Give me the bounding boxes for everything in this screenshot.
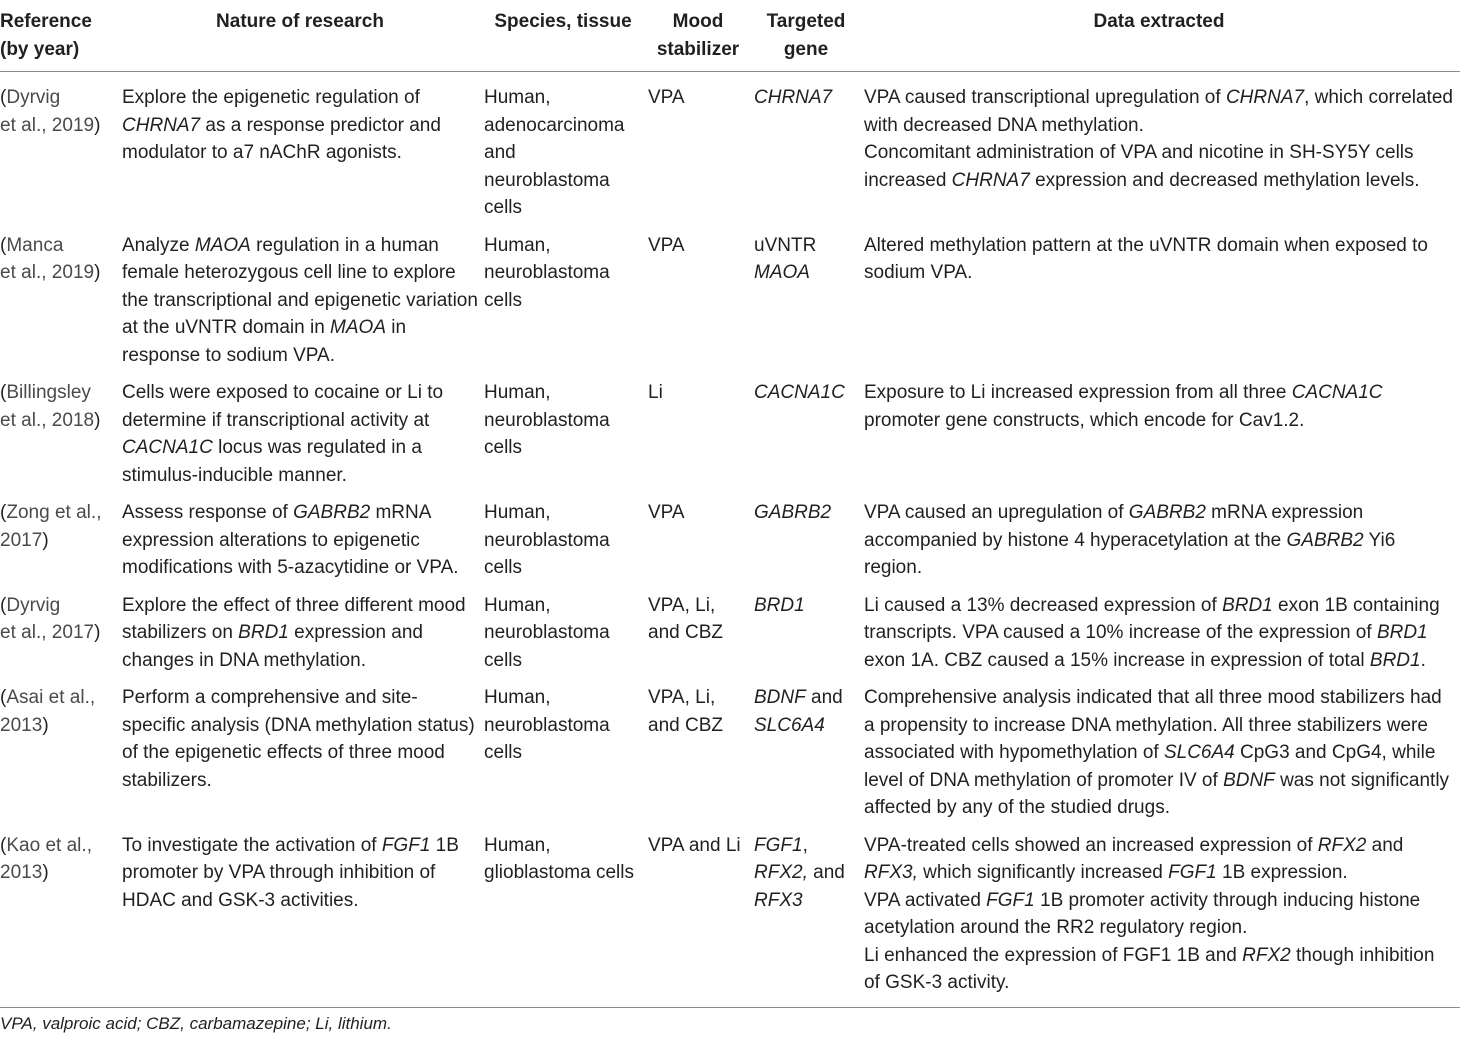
text-segment: though inhibition of GSK-3 activity.: [864, 944, 1435, 993]
cell-species-tissue: Human, glioblastoma cells: [484, 822, 648, 1008]
reference-line: (Manca: [0, 234, 64, 256]
text-segment: promoter gene constructs, which encode for Cav1.2.: [864, 409, 1305, 431]
text-segment: CpG3 and CpG4, while level of DNA methylation of promoter IV of: [864, 742, 1436, 791]
gene-name: SLC6A4: [1163, 742, 1235, 763]
text-segment: Comprehensive analysis indicated that all three mood stabilizers had a propensity to increase DNA methylation. All three stabilizers were associated with hypomethylation of: [864, 687, 1442, 763]
cell-targeted-gene: [754, 489, 864, 582]
table-row: [0, 674, 1460, 822]
gene-name: MAOA: [330, 317, 386, 338]
table-footnote: VPA, valproic acid; CBZ, carbamazepine; Li, lithium.: [0, 1014, 392, 1033]
gene-name: CACNA1C: [122, 437, 213, 458]
text-segment: 1B promoter activity through inducing histone acetylation around the RR2 regulatory region.: [864, 889, 1421, 938]
cell-reference: [0, 582, 122, 675]
text-segment: VPA caused transcriptional upregulation of: [864, 87, 1226, 108]
text-segment: .: [1420, 649, 1426, 671]
text-segment: expression and decreased methylation levels.: [1029, 169, 1420, 191]
text-segment: VPA activated: [864, 889, 987, 911]
cell-species-tissue: Human, neuroblastoma cells: [484, 382, 610, 458]
gene-name: BDNF: [1223, 769, 1275, 791]
cell-targeted-gene: [754, 582, 864, 675]
text-segment: in response to sodium VPA.: [122, 317, 407, 366]
reference-line: 2017): [0, 529, 49, 551]
gene-name: FGF1: [754, 834, 803, 856]
cell-nature-of-research: [122, 822, 484, 1008]
table-body: [0, 72, 1460, 1008]
reference-line: (Kao et al.,: [0, 834, 92, 856]
cell-reference: [0, 489, 122, 582]
text-segment: Exposure to Li increased expression from all three: [864, 382, 1292, 403]
cell-data-extracted: [864, 222, 1460, 370]
text-segment: mRNA expression alterations to epigenetic modifications with 5-azacytidine or VPA.: [122, 502, 459, 578]
cell-targeted-gene: [754, 822, 864, 1008]
data-paragraph: [864, 232, 1454, 287]
reference-line: 2013): [0, 862, 49, 883]
reference-line: et al., 2019): [0, 262, 101, 283]
data-paragraph: [864, 592, 1454, 675]
text-segment: and: [805, 687, 843, 708]
cell-nature-of-research: [122, 674, 484, 822]
gene-name: BRD1: [1222, 594, 1273, 616]
text-segment: Altered methylation pattern at the uVNTR domain when exposed to sodium VPA.: [864, 234, 1428, 283]
text-segment: which significantly increased: [917, 862, 1169, 883]
cell-nature-of-research: [122, 489, 484, 582]
text-segment: Cells were exposed to cocaine or Li to determine if transcriptional activity at: [122, 382, 444, 431]
table-row: [0, 489, 1460, 582]
text-segment: Perform a comprehensive and site-specific analysis (DNA methylation status) of the epigenetic effects of three mood stabilizers.: [122, 687, 475, 791]
cell-reference: [0, 72, 122, 222]
mood-stabilizer-table: [0, 8, 1460, 1008]
text-segment: exon 1B containing transcripts. VPA caused a 10% increase of the expression of: [864, 594, 1440, 643]
gene-name: RFX3,: [864, 862, 918, 883]
gene-name: GABRB2: [1128, 502, 1206, 523]
cell-targeted-gene: [754, 72, 864, 222]
header-nature: Nature of research: [122, 8, 484, 72]
cell-data-extracted: [864, 582, 1460, 675]
cell-mood-stabilizer: Li: [648, 382, 663, 403]
header-reference: Reference (by year): [0, 8, 122, 72]
text-segment: 1B expression.: [1216, 862, 1348, 883]
cell-data-extracted: [864, 674, 1460, 822]
text-segment: and: [1366, 834, 1404, 856]
reference-line: (Dyrvig: [0, 594, 61, 616]
cell-species-tissue: Human, neuroblastoma cells: [484, 502, 610, 578]
gene-name: FGF1: [1168, 862, 1217, 883]
reference-line: (Dyrvig: [0, 87, 61, 108]
text-segment: uVNTR: [754, 234, 817, 256]
text-segment: To investigate the activation of: [122, 834, 382, 856]
gene-name: SLC6A4: [754, 714, 825, 736]
gene-name: RFX2,: [754, 862, 808, 883]
cell-data-extracted: [864, 489, 1460, 582]
gene-name: GABRB2: [754, 502, 832, 523]
cell-nature-of-research: [122, 72, 484, 222]
text-segment: , which correlated with decreased DNA methylation.: [864, 87, 1453, 136]
cell-species-tissue: Human, neuroblastoma cells: [484, 234, 610, 311]
gene-name: RFX3: [754, 889, 803, 911]
reference-line: et al., 2018): [0, 409, 101, 431]
gene-name: GABRB2: [293, 502, 371, 523]
gene-name: BRD1: [1369, 649, 1421, 671]
table-row: [0, 222, 1460, 370]
text-segment: and: [807, 862, 845, 883]
gene-name: CHRNA7: [754, 87, 833, 108]
reference-line: et al., 2019): [0, 114, 101, 136]
cell-reference: [0, 222, 122, 370]
text-segment: Explore the effect of three different mood stabilizers on: [122, 594, 466, 643]
text-segment: was not significantly affected by any of the studied drugs.: [864, 769, 1450, 818]
data-paragraph: [864, 379, 1454, 434]
cell-mood-stabilizer: VPA: [648, 87, 685, 108]
cell-nature-of-research: [122, 222, 484, 370]
cell-data-extracted: [864, 72, 1460, 222]
table-row: [0, 72, 1460, 222]
cell-reference: [0, 369, 122, 489]
gene-name: MAOA: [194, 234, 251, 256]
data-paragraph: [864, 139, 1454, 194]
table-row: [0, 822, 1460, 1008]
cell-reference: [0, 822, 122, 1008]
gene-name: CACNA1C: [754, 382, 845, 403]
gene-name: BRD1: [238, 622, 289, 643]
header-data-extracted: Data extracted: [864, 8, 1460, 72]
table-row: [0, 582, 1460, 675]
table-header: [0, 8, 1460, 72]
header-mood-stabilizer: Mood stabilizer: [648, 8, 754, 72]
reference-line: (Asai et al.,: [0, 687, 96, 708]
gene-name: FGF1: [986, 889, 1035, 911]
gene-name: GABRB2: [1286, 529, 1364, 551]
gene-name: BDNF: [754, 687, 806, 708]
text-segment: exon 1A. CBZ caused a 15% increase in expression of total: [864, 649, 1370, 671]
cell-nature-of-research: [122, 582, 484, 675]
gene-name: BRD1: [1376, 622, 1428, 643]
data-paragraph: [864, 887, 1454, 942]
gene-name: BRD1: [754, 594, 805, 616]
cell-species-tissue: Human, adenocarcinoma and neuroblastoma cells: [484, 87, 625, 218]
text-segment: VPA-treated cells showed an increased expression of: [864, 834, 1318, 856]
text-segment: Explore the epigenetic regulation of: [122, 87, 420, 108]
cell-species-tissue: Human, neuroblastoma cells: [484, 687, 610, 763]
cell-mood-stabilizer: VPA, Li, and CBZ: [648, 687, 723, 736]
text-segment: Concomitant administration of VPA and nicotine in SH-SY5Y cells increased: [864, 142, 1414, 191]
text-segment: Li enhanced the expression of FGF1 1B and: [864, 944, 1243, 966]
reference-line: et al., 2017): [0, 622, 101, 643]
gene-name: CHRNA7: [1225, 87, 1305, 108]
reference-line: 2013): [0, 714, 49, 736]
header-species: Species, tissue: [484, 8, 648, 72]
cell-data-extracted: [864, 369, 1460, 489]
text-segment: Yi6 region.: [864, 529, 1396, 578]
text-segment: 1B promoter by VPA through inhibition of HDAC and GSK-3 activities.: [122, 834, 459, 911]
data-paragraph: [864, 942, 1454, 997]
data-paragraph: [864, 684, 1454, 822]
gene-name: MAOA: [754, 262, 810, 283]
cell-mood-stabilizer: VPA and Li: [648, 822, 754, 1008]
cell-data-extracted: [864, 822, 1460, 1008]
text-segment: regulation in a human female heterozygous cell line to explore the transcriptional and epigenetic variation at the uVNTR domain in: [122, 234, 478, 338]
cell-targeted-gene: [754, 222, 864, 370]
gene-name: FGF1: [381, 834, 431, 856]
cell-reference: [0, 674, 122, 822]
text-segment: ,: [802, 834, 808, 856]
cell-mood-stabilizer: VPA: [648, 234, 685, 256]
table-row: [0, 369, 1460, 489]
data-paragraph: [864, 84, 1454, 139]
data-paragraph: [864, 832, 1454, 887]
text-segment: VPA caused an upregulation of: [864, 502, 1129, 523]
cell-mood-stabilizer: VPA, Li, and CBZ: [648, 594, 723, 643]
header-targeted-gene: Targeted gene: [754, 8, 864, 72]
text-segment: expression and changes in DNA methylation.: [122, 622, 424, 671]
reference-line: (Billingsley: [0, 382, 91, 403]
gene-name: RFX2: [1317, 834, 1367, 856]
gene-name: CACNA1C: [1291, 382, 1383, 403]
text-segment: Analyze: [122, 234, 195, 256]
cell-species-tissue: Human, neuroblastoma cells: [484, 594, 610, 671]
text-segment: as a response predictor and modulator to a7 nAChR agonists.: [122, 114, 441, 163]
reference-line: (Zong et al.,: [0, 502, 102, 523]
data-paragraph: [864, 499, 1454, 582]
text-segment: locus was regulated in a stimulus-inducible manner.: [122, 437, 422, 486]
text-segment: Li caused a 13% decreased expression of: [864, 594, 1223, 616]
cell-targeted-gene: [754, 369, 864, 489]
gene-name: CHRNA7: [951, 169, 1030, 191]
cell-mood-stabilizer: VPA: [648, 502, 685, 523]
cell-nature-of-research: [122, 369, 484, 489]
cell-targeted-gene: [754, 674, 864, 822]
gene-name: RFX2: [1242, 944, 1291, 966]
text-segment: mRNA expression accompanied by histone 4 hyperacetylation at the: [864, 502, 1364, 551]
gene-name: CHRNA7: [122, 114, 201, 136]
text-segment: Assess response of: [122, 502, 294, 523]
